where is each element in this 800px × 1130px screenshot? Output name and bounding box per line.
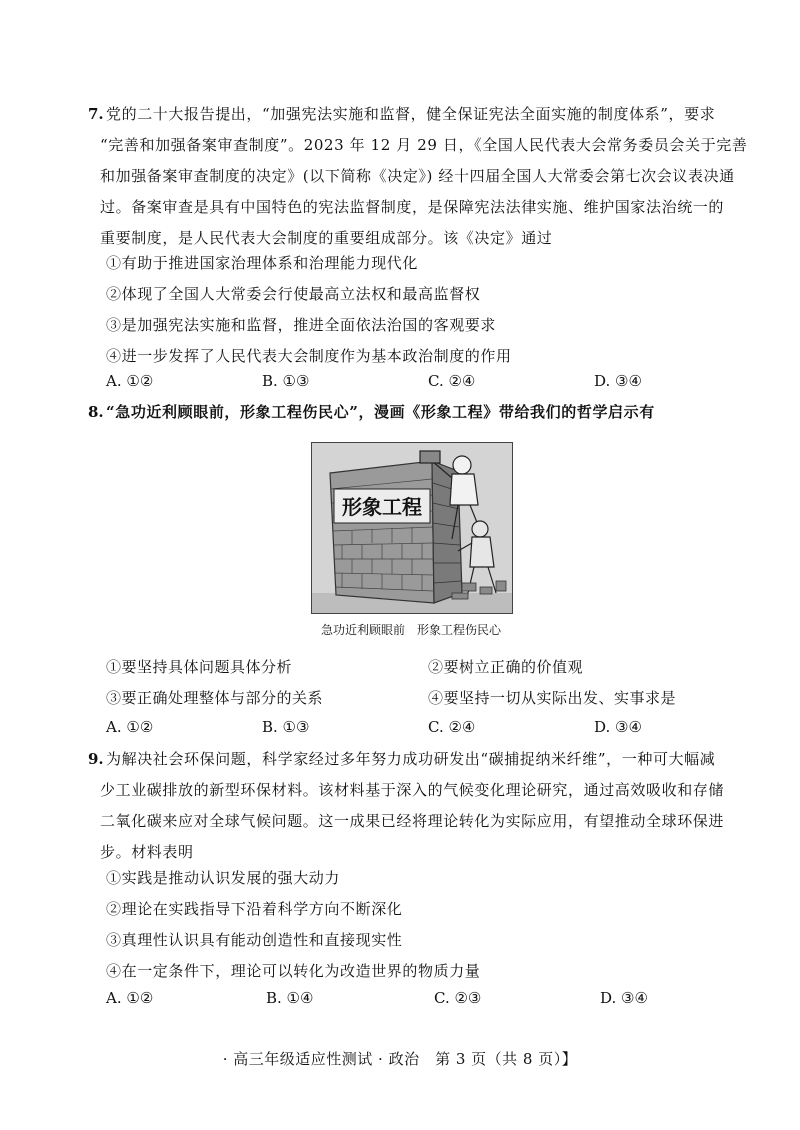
question-7-option-d: D. ③④: [594, 372, 642, 390]
question-9-statement-2: ②理论在实践指导下沿着科学方向不断深化: [106, 900, 403, 918]
question-8-statement-4: ④要坚持一切从实际出发、实事求是: [428, 689, 677, 707]
cartoon-caption: 急功近利顾眼前 形象工程伤民心: [320, 623, 501, 637]
question-9-statement-3: ③真理性认识具有能动创造性和直接现实性: [106, 931, 403, 949]
page-footer: · 高三年级适应性测试 · 政治 第 3 页（共 8 页）】: [222, 1050, 578, 1068]
question-7-number: 7.: [88, 105, 104, 123]
question-7-line-4: 过。备案审查是具有中国特色的宪法监督制度，是保障宪法法律实施、维护国家法治统一的: [100, 198, 725, 216]
question-9-line-4: 步。材料表明: [100, 843, 194, 861]
question-7-line-3: 和加强备案审查制度的决定》(以下简称《决定》) 经十四届全国人大常委会第七次会议表决通: [100, 167, 735, 185]
question-7-option-c: C. ②④: [428, 372, 476, 390]
question-7-statement-3: ③是加强宪法实施和监督，推进全面依法治国的客观要求: [106, 316, 497, 334]
question-7-option-b: B. ①③: [262, 372, 310, 390]
question-9-statement-1: ①实践是推动认识发展的强大动力: [106, 869, 341, 887]
question-9-option-b: B. ①④: [266, 989, 314, 1007]
question-9-line-1: 为解决社会环保问题，科学家经过多年努力成功研发出“碳捕捉纳米纤维”，一种可大幅减: [106, 750, 716, 768]
question-8-stem: “急功近利顾眼前，形象工程伤民心”，漫画《形象工程》带给我们的哲学启示有: [106, 403, 655, 421]
cartoon-image: [311, 442, 513, 614]
cartoon-sign-text: 形象工程: [342, 495, 422, 519]
question-7-line-2: “完善和加强备案审查制度”。2023 年 12 月 29 日，《全国人民代表大会常务委员会关于完善: [100, 136, 748, 154]
question-7-line-5: 重要制度，是人民代表大会制度的重要组成部分。该《决定》通过: [100, 229, 553, 247]
question-7-statement-1: ①有助于推进国家治理体系和治理能力现代化: [106, 254, 419, 272]
question-7-option-a: A. ①②: [106, 372, 154, 390]
question-8-number: 8.: [88, 403, 104, 421]
question-8-statement-3: ③要正确处理整体与部分的关系: [106, 689, 324, 707]
cartoon-illustration: [312, 443, 512, 613]
question-8-option-a: A. ①②: [106, 718, 154, 736]
brick-wall: [330, 461, 462, 603]
question-8-option-b: B. ①③: [262, 718, 310, 736]
question-8-option-d: D. ③④: [594, 718, 642, 736]
question-7-line-1: 党的二十大报告提出，“加强宪法实施和监督，健全保证宪法全面实施的制度体系”，要求: [106, 105, 716, 123]
question-9-statement-4: ④在一定条件下，理论可以转化为改造世界的物质力量: [106, 962, 481, 980]
question-9-line-3: 二氧化碳来应对全球气候问题。这一成果已经将理论转化为实际应用，有望推动全球环保进: [100, 812, 725, 830]
question-9-line-2: 少工业碳排放的新型环保材料。该材料基于深入的气候变化理论研究，通过高效吸收和存储: [100, 781, 725, 799]
question-9-option-d: D. ③④: [600, 989, 648, 1007]
question-7-statement-4: ④进一步发挥了人民代表大会制度作为基本政治制度的作用: [106, 347, 512, 365]
question-8-option-c: C. ②④: [428, 718, 476, 736]
question-9-option-a: A. ①②: [106, 989, 154, 1007]
question-8-statement-1: ①要坚持具体问题具体分析: [106, 658, 293, 676]
question-9-number: 9.: [88, 750, 104, 768]
question-7-statement-2: ②体现了全国人大常委会行使最高立法权和最高监督权: [106, 285, 481, 303]
question-8-statement-2: ②要树立正确的价值观: [428, 658, 584, 676]
question-9-option-c: C. ②③: [434, 989, 482, 1007]
